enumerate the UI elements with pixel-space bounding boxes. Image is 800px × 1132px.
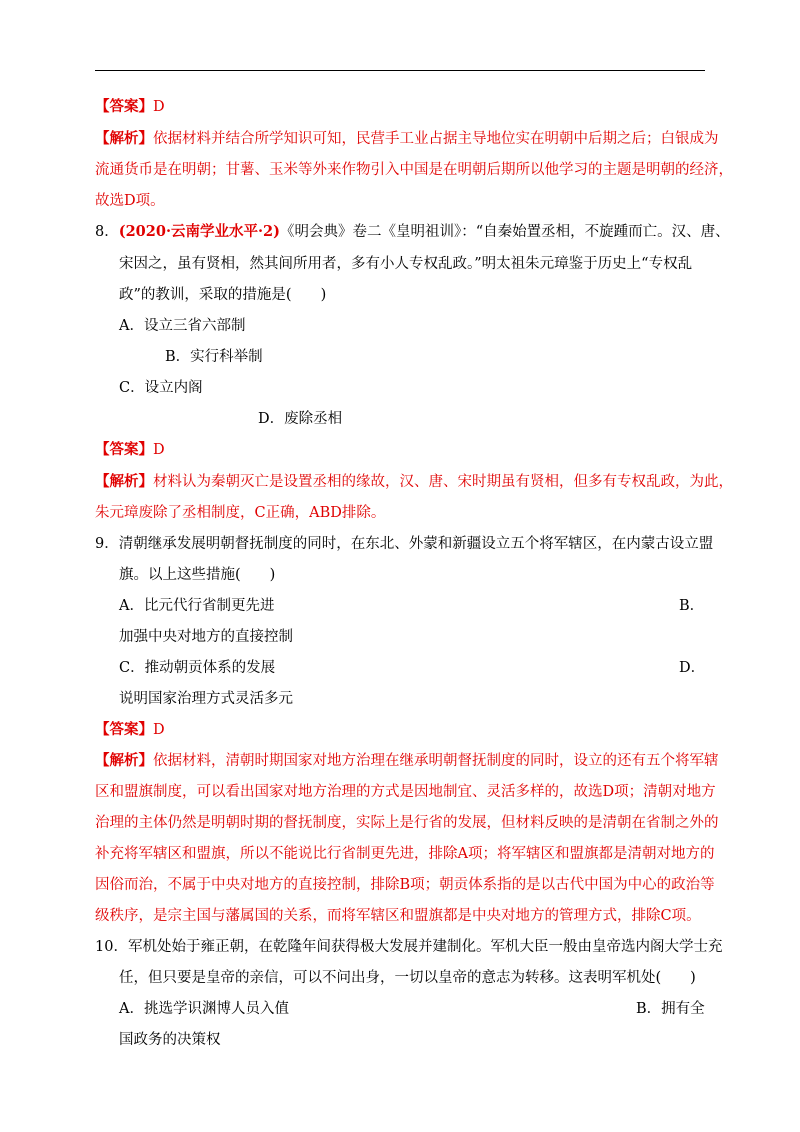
q7-analysis-line-2: 流通货币是在明朝；甘薯、玉米等外来作物引入中国是在明朝后期所以他学习的主题是明朝的经济， [95,162,733,178]
q9-option-b-prefix: B． [679,598,705,614]
q10-option-a: A．挑选学识渊博人员入值 [119,1001,289,1017]
q9-analysis-line-6: 级秩序，是宗主国与藩属国的关系，而将军辖区和盟旗都是中央对地方的管理方式，排除C项。 [95,908,701,924]
q10-stem-line-2: 任，但只要是皇帝的亲信，可以不问出身，一切以皇帝的意志为转移。这表明军机处( ) [119,970,696,986]
q8-analysis-line-1: 【解析】材料认为秦朝灭亡是设置丞相的缘故，汉、唐、宋时期虽有贤相，但多有专权乱政，为此， [95,473,733,490]
q9-option-d-text: 说明国家治理方式灵活多元 [119,691,293,707]
q9-option-c: C．推动朝贡体系的发展 [119,660,276,676]
q8-answer: 【答案】D [95,441,165,458]
header-rule [95,70,705,71]
q9-analysis-line-4: 补充将军辖区和盟旗，所以不能说比行省制更先进，排除A项；将军辖区和盟旗都是清朝对地方的 [95,846,715,862]
q7-analysis-line-3: 故选D项。 [95,193,165,209]
q10-option-b-prefix: B．拥有全 [636,1001,705,1017]
q7-answer: 【答案】D [95,98,165,115]
q9-analysis-line-5: 因俗而治，不属于中央对地方的直接控制，排除B项；朝贡体系指的是以古代中国为中心的政治等 [95,877,715,893]
q9-analysis-line-1: 【解析】依据材料，清朝时期国家对地方治理在继承明朝督抚制度的同时，设立的还有五个将军辖 [95,752,719,769]
q10-stem-line-1: 10．军机处始于雍正朝，在乾隆年间获得极大发展并建制化。军机大臣一般由皇帝选内阁大学士充 [95,939,723,955]
q9-stem-line-1: 9．清朝继承发展明朝督抚制度的同时，在东北、外蒙和新疆设立五个将军辖区，在内蒙古设立盟 [95,536,714,552]
q9-stem-line-2: 旗。以上这些措施( ) [119,567,276,583]
q8-option-b: B．实行科举制 [165,349,263,365]
q9-option-b-text: 加强中央对地方的直接控制 [119,629,293,645]
q8-analysis-line-2: 朱元璋废除了丞相制度，C正确，ABD排除。 [95,505,386,521]
q9-analysis-line-2: 区和盟旗制度，可以看出国家对地方治理的方式是因地制宜、灵活多样的，故选D项；清朝对地方 [95,784,716,800]
q9-answer: 【答案】D [95,721,165,738]
q8-stem-line-3: 政”的教训，采取的措施是( ) [119,287,327,303]
q9-option-d-prefix: D． [679,660,706,676]
q9-option-a: A．比元代行省制更先进 [119,598,275,614]
q8-stem-line-1: 8．(2020·云南学业水平·2)《明会典》卷二《皇明祖训》：“自秦始置丞相，不旋踵而亡。汉、唐、 [95,223,730,240]
q8-option-a: A．设立三省六部制 [119,318,246,334]
q7-analysis-line-1: 【解析】依据材料并结合所学知识可知，民营手工业占据主导地位实在明朝中后期之后；白银成为 [95,130,719,147]
q9-analysis-line-3: 治理的主体仍然是明朝时期的督抚制度，实际上是行省的发展，但材料反映的是清朝在省制之外的 [95,815,719,831]
q8-option-d: D．废除丞相 [258,411,343,427]
q8-option-c: C．设立内阁 [119,380,203,396]
q10-option-b-text: 国政务的决策权 [119,1032,221,1048]
q8-stem-line-2: 宋因之，虽有贤相，然其间所用者，多有小人专权乱政。”明太祖朱元璋鉴于历史上“专权乱 [119,256,693,272]
